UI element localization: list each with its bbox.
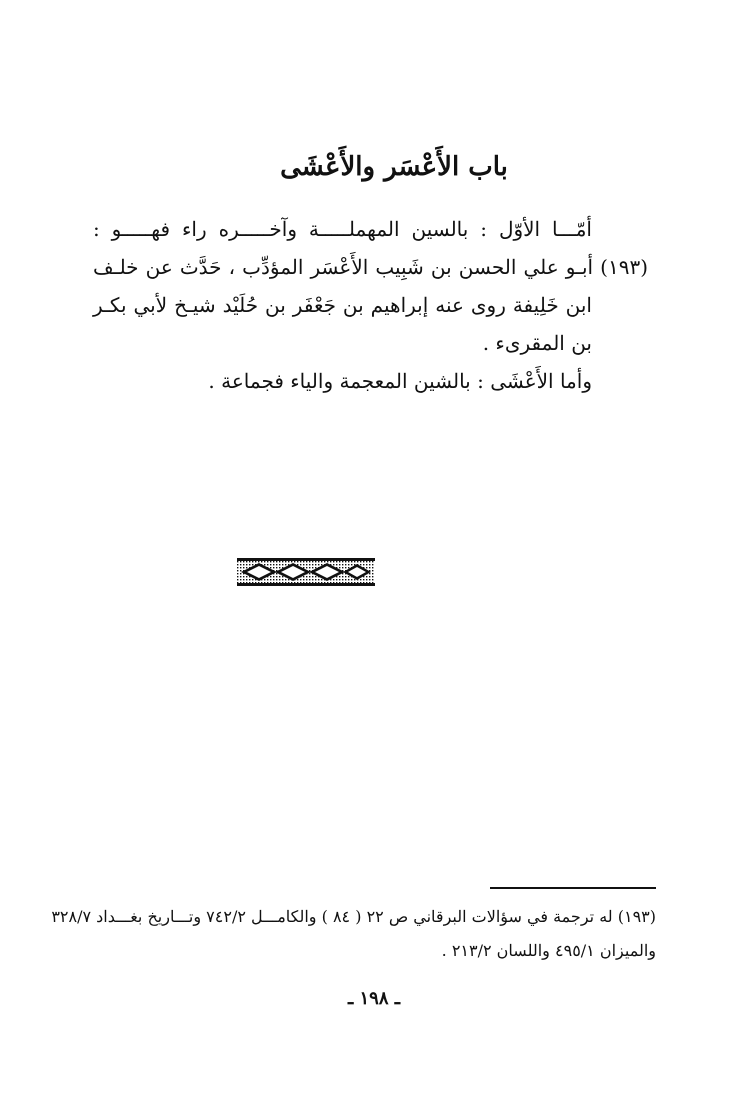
chapter-title: باب الأَعْسَر والأَعْشَى: [280, 152, 508, 182]
footnote-193-line-2: والميزان ٤٩٥/١ واللسان ٢١٣/٢ .: [441, 941, 656, 960]
page-number: ـ ١٩٨ ـ: [347, 988, 401, 1009]
footnote-193-line-1: (١٩٣) له ترجمة في سؤالات البرقاني ص ٢٢ ( ٨٤ ) والكامـــل ٧٤٢/٢ وتـــاريخ بغـــداد ٣٢٨/٧: [51, 907, 656, 926]
main-text: [93, 210, 648, 400]
second-section-intro: وأما الأَعْشَى : بالشين المعجمة والياء فجماعة .: [208, 369, 592, 393]
entry-193-line-3: بن المقرىء .: [482, 331, 592, 355]
entry-193-line-1: (١٩٣) أبـو علي الحسن بن شَبِيب الأَعْسَر المؤدِّب ، حَدَّث عن خلـف: [93, 255, 648, 279]
footnotes: [51, 900, 656, 968]
decorative-diamond-band-icon: [237, 558, 375, 586]
entry-193-line-2: ابن خَلِيفة روى عنه إبراهيم بن جَعْفَر بن حُلَيْد شيـخ لأبي بكـر: [93, 293, 592, 317]
footnote-separator: [490, 887, 656, 889]
first-section-intro: أمّـــا الأوّل : بالسين المهملـــــة وآخـــــره راء فهـــــو :: [93, 217, 592, 241]
